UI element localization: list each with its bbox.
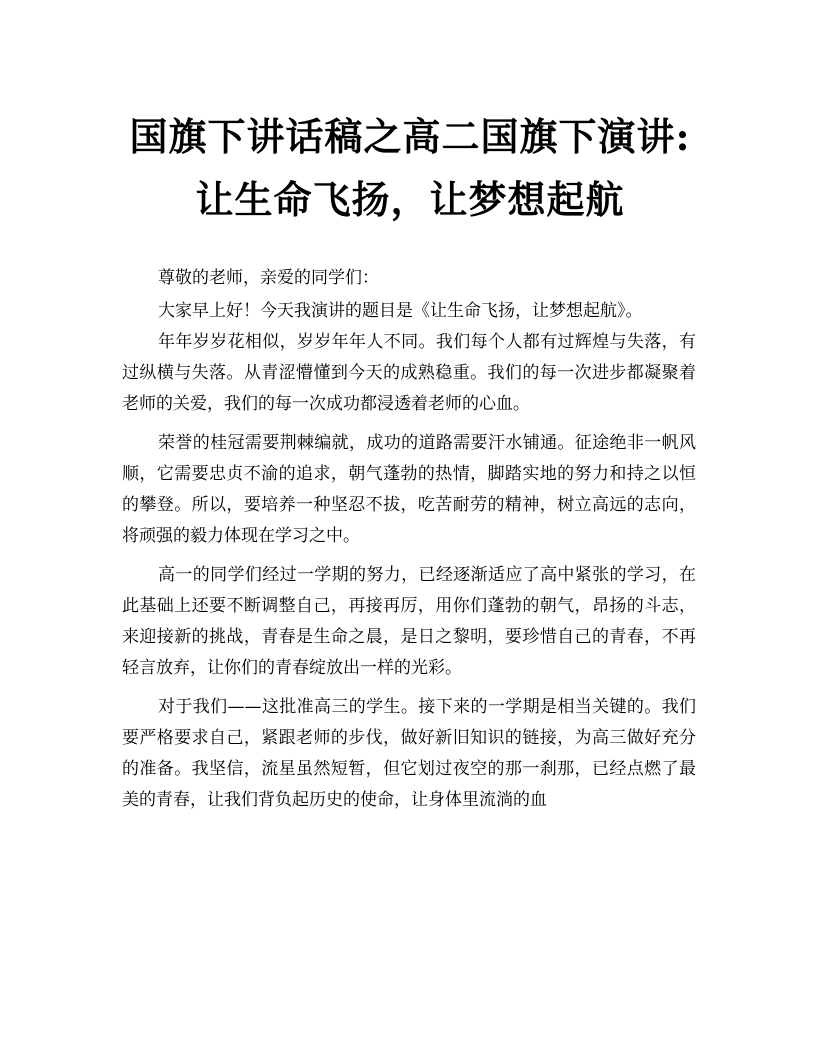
document-title: 国旗下讲话稿之高二国旗下演讲:让生命飞扬，让梦想起航 (129, 114, 691, 222)
document-body (122, 263, 696, 816)
body-paragraph: 大家早上好！今天我演讲的题目是《让生命飞扬，让梦想起航》。 (158, 301, 643, 321)
body-paragraph: 高一的同学们经过一学期的努力，已经逐渐适应了高中紧张的学习，在此基础上还要不断调整自己，再接再厉，用你们蓬勃的朝气，昂扬的斗志，来迎接新的挑战，青春是生命之晨，是日之黎明，要珍惜自己的青春，不再轻言放弃，让你们的青春绽放出一样的光彩。 (122, 565, 696, 678)
greeting-paragraph: 尊敬的老师，亲爱的同学们： (158, 268, 379, 288)
body-paragraph: 对于我们——这批准高三的学生。接下来的一学期是相当关键的。我们要严格要求自己，紧跟老师的步伐，做好新旧知识的链接，为高三做好充分的准备。我坚信，流星虽然短暂，但它划过夜空的那一刹那，已经点燃了最美的青春，让我们背负起历史的使命，让身体里流淌的血 (122, 697, 696, 810)
body-paragraph: 荣誉的桂冠需要荆棘编就，成功的道路需要汗水铺通。征途绝非一帆风顺，它需要忠贞不渝的追求，朝气蓬勃的热情，脚踏实地的努力和持之以恒的攀登。所以，要培养一种坚忍不拔，吃苦耐劳的精神，树立高远的志向，将顽强的毅力体现在学习之中。 (122, 433, 696, 546)
body-paragraph: 年年岁岁花相似，岁岁年年人不同。我们每个人都有过辉煌与失落，有过纵横与失落。从青涩懵懂到今天的成熟稳重。我们的每一次进步都凝聚着老师的关爱，我们的每一次成功都浸透着老师的心血。 (122, 332, 696, 414)
